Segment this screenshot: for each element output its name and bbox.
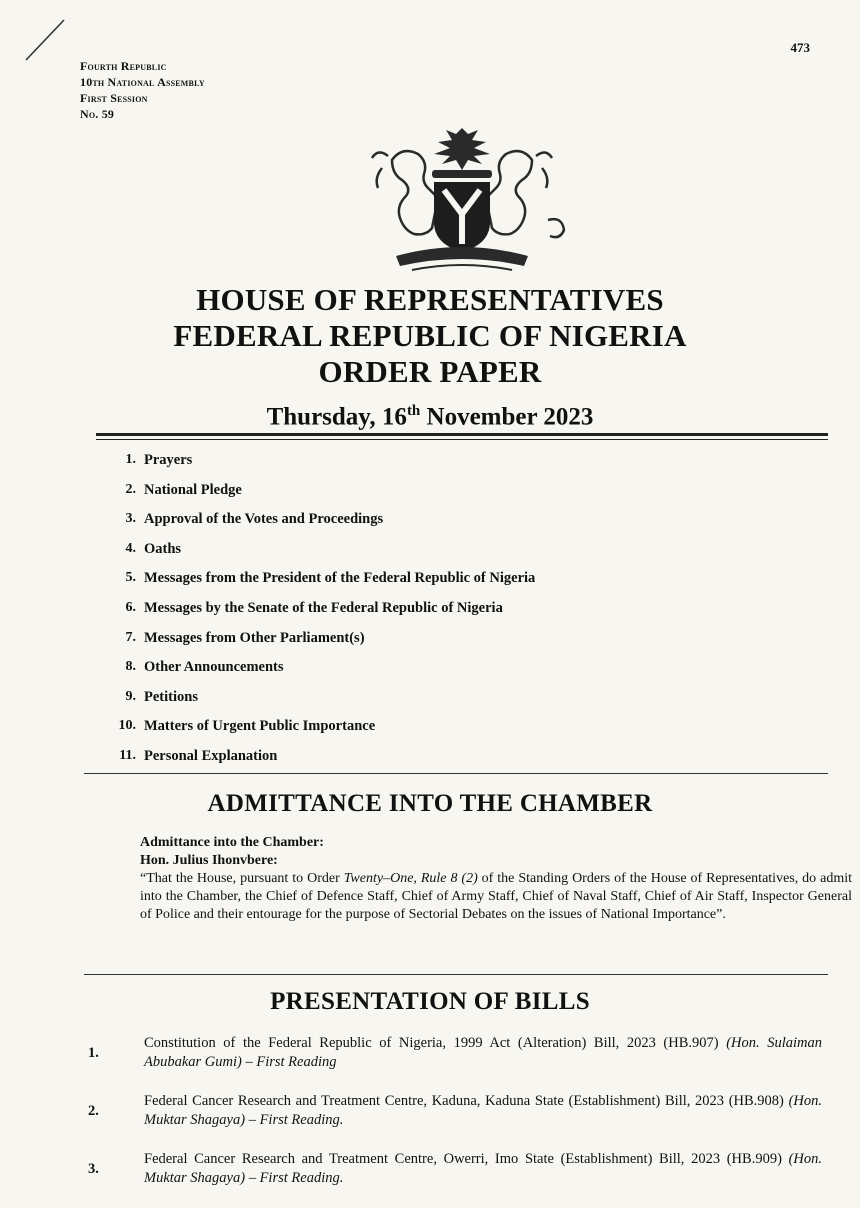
agenda-item	[100, 630, 800, 660]
pen-slash-mark	[20, 16, 70, 66]
motion-text-end: of the Standing Orders of the House of Representatives, do admit into the Chamber, the Chief of Defence Staff, Chief of Army Staff, Chief of Naval Staff, Chief of Air Staff, Inspector General of Police and their entourage for the purpose of Sectorial Debates on the issues of National Importance”.	[140, 871, 853, 922]
agenda-label: Matters of Urgent Public Importance	[144, 718, 376, 735]
bill-title: Constitution of the Federal Republic of Nigeria, 1999 Act (Alteration) Bill, 2023 (HB.907)	[144, 1035, 727, 1051]
agenda-number: 5.	[125, 570, 136, 586]
agenda-number: 2.	[125, 481, 136, 497]
agenda-number: 7.	[125, 629, 136, 645]
republic-line: Fourth Republic	[80, 59, 167, 73]
agenda-number: 9.	[125, 688, 136, 704]
date-ordinal: th	[406, 403, 421, 419]
bill-text	[144, 1092, 822, 1130]
admittance-motion	[140, 834, 852, 924]
bills-section-title: PRESENTATION OF BILLS	[270, 988, 590, 1015]
agenda-divider	[84, 773, 828, 774]
bill-item	[82, 1034, 822, 1072]
date-suffix: November 2023	[420, 403, 594, 431]
republic-title: FEDERAL REPUBLIC OF NIGERIA	[173, 318, 687, 353]
order-paper-title: ORDER PAPER	[318, 354, 542, 389]
bill-number: 3.	[88, 1161, 99, 1177]
agenda-label: Messages from Other Parliament(s)	[144, 629, 365, 646]
agenda-item	[100, 482, 800, 512]
agenda-label: Approval of the Votes and Proceedings	[144, 511, 384, 528]
session-line: First Session	[80, 91, 148, 105]
bill-sponsor: (Hon. Muktar Shagaya) – First Reading.	[144, 1151, 822, 1186]
admittance-section-title: ADMITTANCE INTO THE CHAMBER	[207, 790, 653, 817]
agenda-number: 4.	[125, 540, 136, 556]
title-divider	[96, 433, 828, 440]
bills-list	[82, 1034, 822, 1208]
admittance-divider	[84, 974, 828, 975]
bill-sponsor: (Hon. Sulaiman Abubakar Gumi) – First Reading	[144, 1035, 822, 1070]
bill-number: 2.	[88, 1103, 99, 1119]
motion-sponsor: Hon. Julius Ihonvbere:	[140, 853, 278, 868]
agenda-item	[100, 541, 800, 571]
title-block	[0, 282, 860, 434]
agenda-number: 1.	[125, 452, 136, 467]
sitting-date	[0, 394, 860, 434]
house-title: HOUSE OF REPRESENTATIVES	[196, 282, 664, 317]
agenda-number: 6.	[125, 599, 136, 615]
agenda-item	[100, 570, 800, 600]
bill-number: 1.	[88, 1045, 99, 1061]
agenda-item	[100, 659, 800, 689]
agenda-label: Messages by the Senate of the Federal Republic of Nigeria	[144, 599, 503, 616]
agenda-item	[100, 689, 800, 719]
bill-text	[144, 1150, 822, 1188]
motion-order-reference: Twenty–One, Rule 8 (2)	[343, 871, 478, 886]
agenda-number: 10.	[118, 718, 136, 734]
agenda-number: 8.	[125, 659, 136, 675]
agenda-list	[100, 452, 800, 778]
motion-text-start: “That the House, pursuant to Order	[140, 871, 344, 886]
coat-of-arms-icon	[352, 120, 572, 280]
agenda-number: 11.	[119, 747, 136, 763]
bill-text	[144, 1034, 822, 1072]
page-number: 473	[790, 40, 810, 55]
bill-sponsor: (Hon. Muktar Shagaya) – First Reading.	[144, 1093, 822, 1128]
agenda-item	[100, 718, 800, 748]
bill-title: Federal Cancer Research and Treatment Centre, Owerri, Imo State (Establishment) Bill, 2023 (HB.909)	[144, 1151, 789, 1167]
bill-item	[82, 1150, 822, 1188]
bill-item	[82, 1092, 822, 1130]
agenda-number: 3.	[125, 511, 136, 527]
motion-text	[140, 870, 852, 924]
agenda-label: National Pledge	[144, 481, 242, 498]
agenda-item	[100, 452, 800, 482]
agenda-label: Prayers	[144, 452, 193, 468]
agenda-label: Messages from the President of the Federal Republic of Nigeria	[144, 570, 536, 587]
agenda-item	[100, 600, 800, 630]
agenda-label: Other Announcements	[144, 659, 284, 676]
agenda-label: Petitions	[144, 688, 198, 705]
session-block	[80, 58, 205, 122]
agenda-item	[100, 511, 800, 541]
number-line: No. 59	[80, 107, 115, 121]
assembly-line: 10th National Assembly	[80, 75, 205, 89]
date-prefix: Thursday, 16	[266, 403, 407, 431]
admittance-subheading: Admittance into the Chamber:	[140, 835, 324, 850]
agenda-label: Oaths	[144, 540, 182, 557]
agenda-label: Personal Explanation	[144, 747, 278, 764]
bill-title: Federal Cancer Research and Treatment Centre, Kaduna, Kaduna State (Establishment) Bill, 2023 (HB.908)	[144, 1093, 789, 1109]
